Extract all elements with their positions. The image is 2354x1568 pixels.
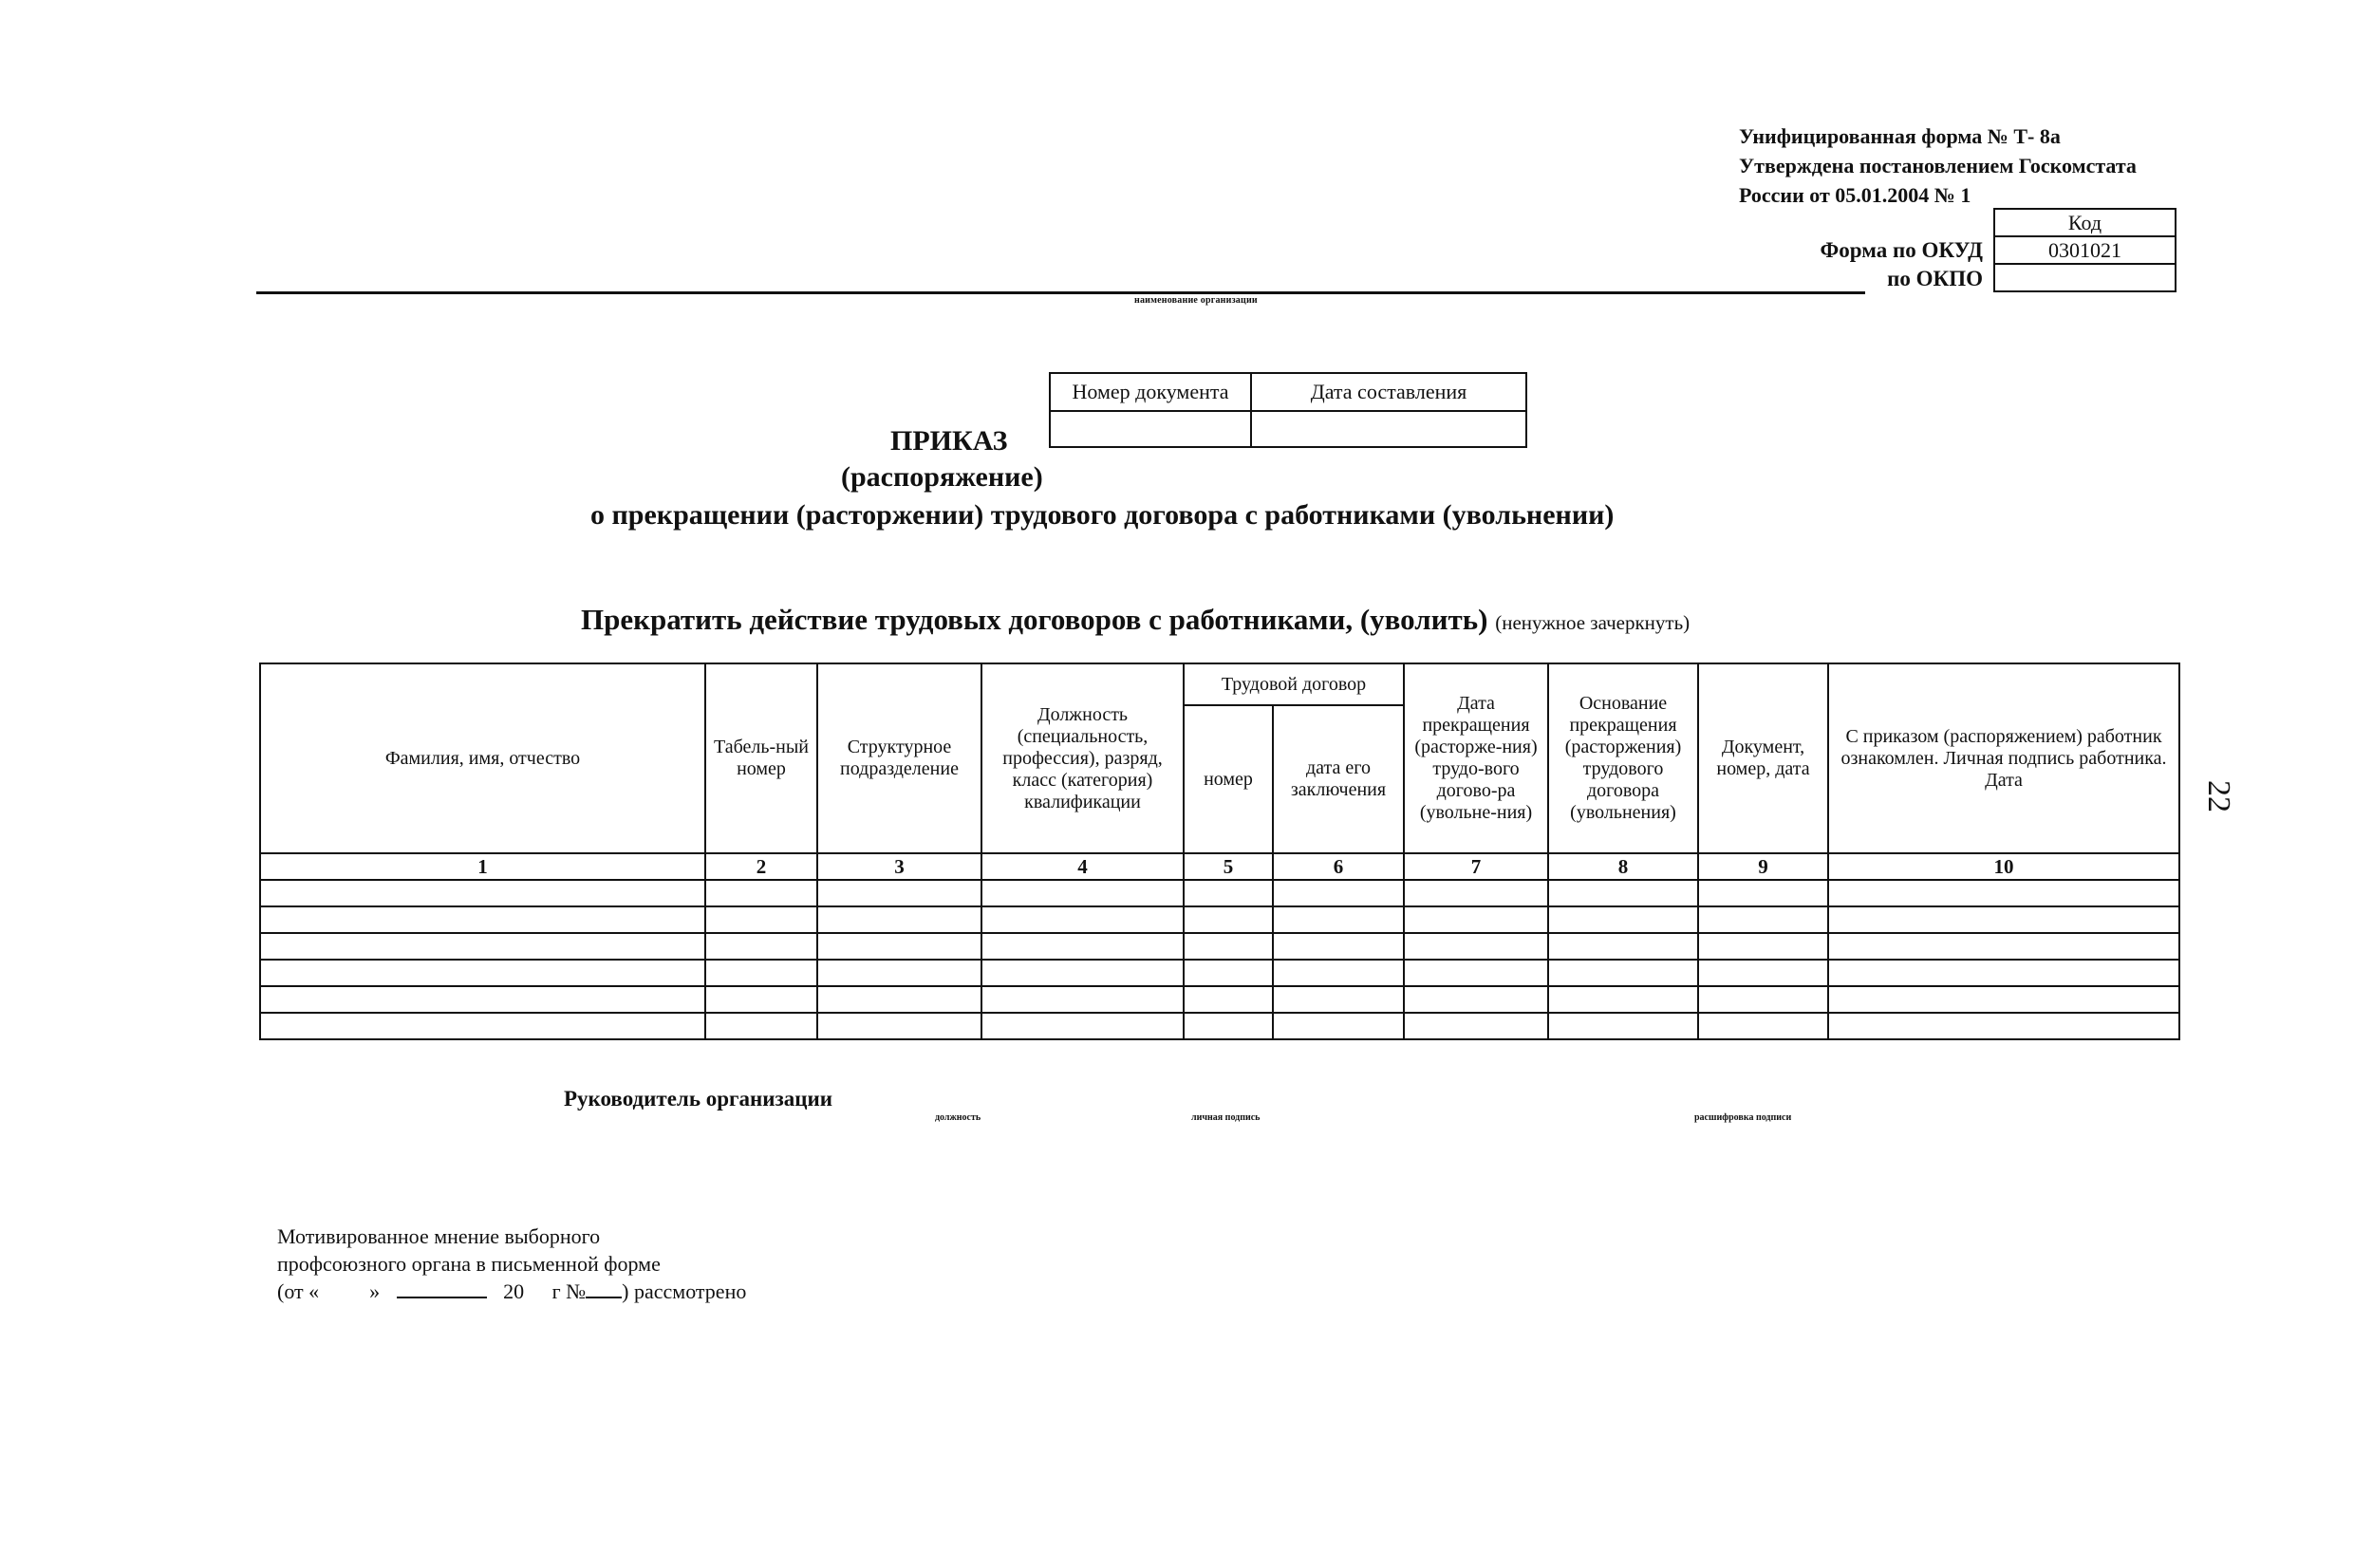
code-header: Код [1994, 209, 2176, 236]
table-cell[interactable] [260, 986, 705, 1013]
table-cell[interactable] [1828, 906, 2179, 933]
date-close-quote: » [369, 1279, 381, 1303]
col-header-contract-date: дата его заключения [1273, 705, 1404, 853]
position-caption: должность [935, 1112, 981, 1123]
column-number: 2 [705, 853, 817, 880]
okpo-code-field[interactable] [1994, 264, 2176, 291]
table-cell[interactable] [1828, 1013, 2179, 1039]
col-header-department: Структурное подразделение [817, 663, 981, 853]
table-cell[interactable] [1698, 986, 1828, 1013]
form-info [1739, 121, 2137, 210]
directive-text: Прекратить действие трудовых договоров с работниками, (уволить) [581, 603, 1488, 636]
table-cell[interactable] [981, 933, 1184, 960]
table-cell[interactable] [1548, 906, 1698, 933]
date-open-quote: (от « [277, 1279, 320, 1303]
number-prefix: г № [551, 1279, 587, 1303]
table-cell[interactable] [1273, 1013, 1404, 1039]
table-cell[interactable] [1828, 880, 2179, 906]
column-number: 10 [1828, 853, 2179, 880]
table-row [260, 960, 2179, 986]
okud-code-field[interactable]: 0301021 [1994, 236, 2176, 264]
table-row [260, 906, 2179, 933]
table-cell[interactable] [1828, 986, 2179, 1013]
codes-table [1993, 208, 2177, 292]
table-cell[interactable] [1184, 1013, 1273, 1039]
table-cell[interactable] [705, 960, 817, 986]
table-cell[interactable] [1273, 960, 1404, 986]
union-opinion-line-2: профсоюзного органа в письменной форме [277, 1252, 661, 1276]
table-cell[interactable] [1548, 880, 1698, 906]
table-cell[interactable] [1548, 960, 1698, 986]
organization-name-line[interactable] [256, 291, 1865, 294]
table-cell[interactable] [1404, 986, 1548, 1013]
table-cell[interactable] [705, 880, 817, 906]
table-cell[interactable] [1273, 880, 1404, 906]
document-subtitle: (распоряжение) [841, 461, 1043, 493]
table-row [260, 986, 2179, 1013]
table-cell[interactable] [260, 1013, 705, 1039]
table-cell[interactable] [1828, 960, 2179, 986]
okpo-label: по ОКПО [1887, 267, 1983, 290]
column-number: 8 [1548, 853, 1698, 880]
table-cell[interactable] [817, 986, 981, 1013]
table-cell[interactable] [981, 986, 1184, 1013]
signature-caption: личная подпись [1191, 1112, 1261, 1123]
document-number-table [1049, 372, 1527, 448]
col-header-document: Документ, номер, дата [1698, 663, 1828, 853]
signature-decode-caption: расшифровка подписи [1694, 1112, 1792, 1123]
union-opinion [277, 1223, 746, 1305]
union-opinion-line-3 [277, 1278, 746, 1305]
column-number: 9 [1698, 853, 1828, 880]
table-cell[interactable] [1698, 933, 1828, 960]
table-cell[interactable] [1548, 986, 1698, 1013]
table-cell[interactable] [260, 880, 705, 906]
column-number: 3 [817, 853, 981, 880]
table-cell[interactable] [1404, 1013, 1548, 1039]
table-cell[interactable] [705, 1013, 817, 1039]
table-cell[interactable] [1404, 880, 1548, 906]
document-number-label: Номер документа [1050, 373, 1251, 411]
document-date-label: Дата составления [1251, 373, 1526, 411]
table-cell[interactable] [1273, 986, 1404, 1013]
table-cell[interactable] [1404, 933, 1548, 960]
table-cell[interactable] [1698, 1013, 1828, 1039]
document-number-field[interactable] [1050, 411, 1251, 447]
table-cell[interactable] [705, 933, 817, 960]
table-cell[interactable] [1698, 960, 1828, 986]
table-cell[interactable] [705, 906, 817, 933]
col-header-name: Фамилия, имя, отчество [260, 663, 705, 853]
organization-name-caption: наименование организации [1134, 295, 1258, 306]
table-row [260, 1013, 2179, 1039]
table-cell[interactable] [817, 906, 981, 933]
table-cell[interactable] [705, 986, 817, 1013]
table-cell[interactable] [260, 960, 705, 986]
table-cell[interactable] [1184, 906, 1273, 933]
table-cell[interactable] [1548, 933, 1698, 960]
table-row [260, 880, 2179, 906]
col-header-tab-number: Табель-ный номер [705, 663, 817, 853]
table-cell[interactable] [1404, 960, 1548, 986]
column-number: 5 [1184, 853, 1273, 880]
table-cell[interactable] [1548, 1013, 1698, 1039]
table-cell[interactable] [981, 880, 1184, 906]
table-cell[interactable] [1184, 960, 1273, 986]
employees-table [259, 663, 2180, 1040]
union-opinion-line-1: Мотивированное мнение выборного [277, 1224, 601, 1248]
document-title: ПРИКАЗ [890, 425, 1008, 457]
number-field[interactable] [586, 1279, 622, 1298]
table-cell[interactable] [1698, 906, 1828, 933]
table-cell[interactable] [1184, 986, 1273, 1013]
table-cell[interactable] [981, 960, 1184, 986]
table-cell[interactable] [260, 933, 705, 960]
table-cell[interactable] [1273, 906, 1404, 933]
table-cell[interactable] [981, 906, 1184, 933]
form-info-line-3: России от 05.01.2004 № 1 [1739, 183, 1971, 207]
directive-note: (ненужное зачеркнуть) [1495, 611, 1691, 634]
document-title-line3: о прекращении (расторжении) трудового договора с работниками (увольнении) [590, 499, 1615, 531]
column-number: 4 [981, 853, 1184, 880]
col-header-termination-basis: Основание прекращения (расторжения) трудового договора (увольнения) [1548, 663, 1698, 853]
table-cell[interactable] [1828, 933, 2179, 960]
table-cell[interactable] [981, 1013, 1184, 1039]
column-number: 7 [1404, 853, 1548, 880]
col-header-labor-contract: Трудовой договор [1184, 663, 1404, 705]
table-cell[interactable] [1273, 933, 1404, 960]
table-cell[interactable] [1698, 880, 1828, 906]
document-date-field[interactable] [1251, 411, 1526, 447]
col-header-position: Должность (специальность, профессия), разряд, класс (категория) квалификации [981, 663, 1184, 853]
month-field[interactable] [397, 1279, 487, 1298]
table-cell[interactable] [1184, 933, 1273, 960]
table-cell[interactable] [817, 960, 981, 986]
directive-line [581, 603, 1690, 637]
column-number-row [260, 853, 2179, 880]
column-number: 1 [260, 853, 705, 880]
reviewed-text: ) рассмотрено [622, 1279, 747, 1303]
signature-label: Руководитель организации [564, 1087, 832, 1111]
table-row [260, 933, 2179, 960]
table-cell[interactable] [817, 880, 981, 906]
table-cell[interactable] [817, 1013, 981, 1039]
okud-label: Форма по ОКУД [1820, 238, 1983, 262]
form-info-line-1: Унифицированная форма № Т- 8а [1739, 124, 2061, 148]
year-prefix: 20 [503, 1279, 525, 1303]
page-number: 22 [2201, 780, 2236, 812]
table-cell[interactable] [1404, 906, 1548, 933]
form-info-line-2: Утверждена постановлением Госкомстата [1739, 154, 2137, 177]
col-header-contract-number: номер [1184, 705, 1273, 853]
table-cell[interactable] [817, 933, 981, 960]
col-header-acknowledgement: С приказом (распоряжением) работник ознакомлен. Личная подпись работника. Дата [1828, 663, 2179, 853]
column-number: 6 [1273, 853, 1404, 880]
table-cell[interactable] [1184, 880, 1273, 906]
table-cell[interactable] [260, 906, 705, 933]
col-header-termination-date: Дата прекращения (расторже-ния) трудо-вого догово-ра (увольне-ния) [1404, 663, 1548, 853]
